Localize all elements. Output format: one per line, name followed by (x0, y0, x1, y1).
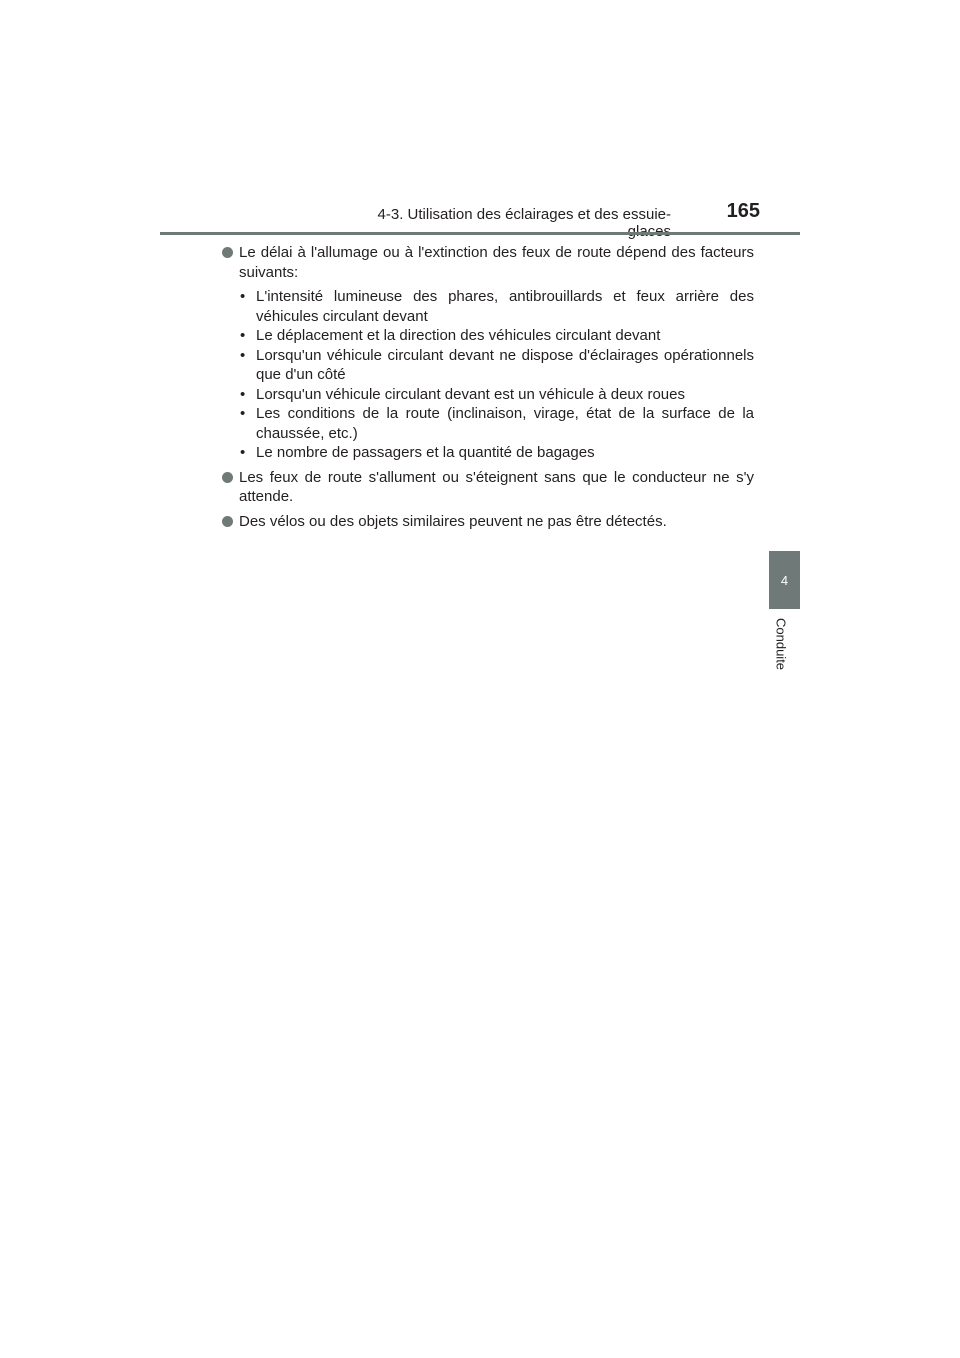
list-item (239, 326, 754, 346)
list-item-text: Lorsqu'un véhicule circulant devant est un véhicule à deux roues (256, 385, 685, 403)
list-item-text: L'intensité lumineuse des phares, antibrouillards et feux arrière des véhicules circulant devant (256, 288, 754, 325)
bullet-marker-icon: • (240, 327, 246, 344)
section-title: 4-3. Utilisation des éclairages et des essuie- (377, 206, 671, 223)
bullet-text: Des vélos ou des objets similaires peuvent ne pas être détectés. (239, 512, 667, 530)
list-item (239, 404, 754, 443)
bullet-dot-icon (222, 472, 233, 483)
bullet-item (222, 512, 754, 532)
sub-list (239, 287, 754, 463)
list-item-text: Lorsqu'un véhicule circulant devant ne dispose d'éclairages opérationnels que d'un côté (256, 346, 754, 383)
chapter-label: Conduite (773, 618, 789, 671)
chapter-number: 4 (780, 572, 789, 588)
list-item (239, 385, 754, 405)
bullet-text: Les feux de route s'allument ou s'éteignent sans que le conducteur ne s'y attende. (239, 468, 754, 505)
bullet-text: Le délai à l'allumage ou à l'extinction des feux de route dépend des facteurs suivants: (239, 244, 754, 281)
bullet-item (222, 468, 754, 507)
page-number: 165 (726, 200, 760, 222)
bullet-marker-icon: • (240, 444, 246, 461)
bullet-dot-icon (222, 247, 233, 258)
list-item-text: Les conditions de la route (inclinaison, virage, état de la surface de la chaussée, etc.) (256, 405, 754, 442)
list-item-text: Le nombre de passagers et la quantité de bagages (256, 444, 595, 461)
bullet-marker-icon: • (240, 405, 246, 422)
list-item (239, 287, 754, 326)
bullet-item (222, 243, 754, 463)
bullet-marker-icon: • (240, 346, 246, 364)
main-content (222, 243, 754, 536)
list-item-text: Le déplacement et la direction des véhicules circulant devant (256, 327, 661, 344)
bullet-dot-icon (222, 516, 233, 527)
list-item (239, 346, 754, 385)
list-item (239, 443, 754, 463)
bullet-marker-icon: • (240, 288, 246, 305)
bullet-marker-icon: • (240, 385, 246, 403)
header-divider (160, 232, 800, 235)
chapter-tab (769, 551, 800, 609)
